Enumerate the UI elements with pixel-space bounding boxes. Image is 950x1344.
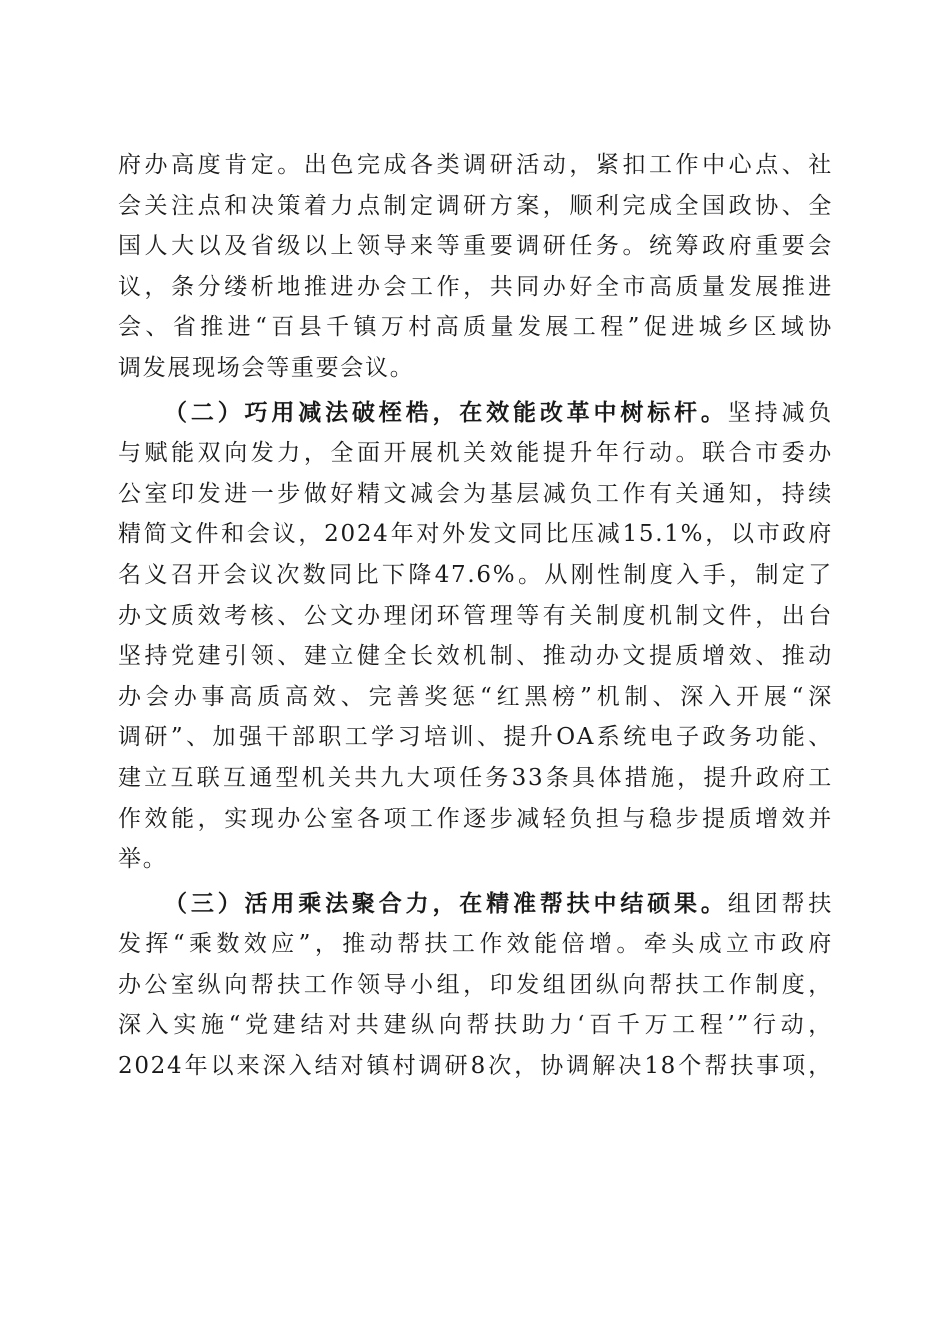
- paragraph-2-first-rest: 坚持减负: [727, 399, 833, 426]
- paragraph-2-line-10: 建立互联互通型机关共九大项任务33条具体措施，提升政府工: [118, 764, 833, 791]
- paragraph-2-line-12: 举。: [118, 846, 168, 873]
- body-text: [118, 145, 833, 1087]
- paragraph-1-line-1: 府办高度肯定。出色完成各类调研活动，紧扣工作中心点、社: [118, 152, 833, 178]
- paragraph-1-line-5: 会、省推进“百县千镇万村高质量发展工程”促进城乡区域协: [118, 314, 833, 341]
- paragraph-3-line-2: 发挥“乘数效应”，推动帮扶工作效能倍增。牵头成立市政府: [118, 931, 833, 958]
- paragraph-1-line-4: 议，条分缕析地推进办会工作，共同办好全市高质量发展推进: [118, 273, 833, 300]
- paragraph-3-line-1: [118, 884, 833, 925]
- paragraph-2-line-8: 办会办事高质高效、完善奖惩“红黑榜”机制、深入开展“深: [118, 683, 833, 710]
- paragraph-3-line-4: 深入实施“党建结对共建纵向帮扶助力‘百千万工程’”行动，: [118, 1012, 833, 1039]
- paragraph-3-line-3: 办公室纵向帮扶工作领导小组，印发组团纵向帮扶工作制度，: [118, 971, 833, 998]
- paragraph-2-line-11: 作效能，实现办公室各项工作逐步减轻负担与稳步提质增效并: [118, 805, 833, 832]
- section-heading-2: （二）巧用减法破桎梏，在效能改革中树标杆。: [164, 398, 728, 426]
- paragraph-3-first-rest: 组团帮扶: [727, 890, 833, 917]
- paragraph-2-line-9: 调研”、加强干部职工学习培训、提升OA系统电子政务功能、: [118, 724, 833, 751]
- paragraph-2-line-5: 名义召开会议次数同比下降47.6%。从刚性制度入手，制定了: [118, 561, 833, 588]
- paragraph-3-line-5: 2024年以来深入结对镇村调研8次，协调解决18个帮扶事项，: [118, 1053, 833, 1080]
- paragraph-1-line-3: 国人大以及省级以上领导来等重要调研任务。统筹政府重要会: [118, 233, 833, 260]
- paragraph-2-line-7: 坚持党建引领、建立健全长效机制、推动办文提质增效、推动: [118, 643, 833, 670]
- paragraph-2-line-1: [118, 393, 833, 434]
- section-heading-3: （三）活用乘法聚合力，在精准帮扶中结硕果。: [164, 889, 728, 917]
- paragraph-1-line-2: 会关注点和决策着力点制定调研方案，顺利完成全国政协、全: [118, 192, 833, 219]
- paragraph-2-line-2: 与赋能双向发力，全面开展机关效能提升年行动。联合市委办: [118, 440, 833, 467]
- paragraph-2-line-6: 办文质效考核、公文办理闭环管理等有关制度机制文件，出台: [118, 602, 833, 629]
- paragraph-1-line-6: 调发展现场会等重要会议。: [118, 354, 415, 381]
- paragraph-2-line-4: 精简文件和会议，2024年对外发文同比压减15.1%，以市政府: [118, 521, 833, 548]
- paragraph-2-line-3: 公室印发进一步做好精文减会为基层减负工作有关通知，持续: [118, 480, 833, 507]
